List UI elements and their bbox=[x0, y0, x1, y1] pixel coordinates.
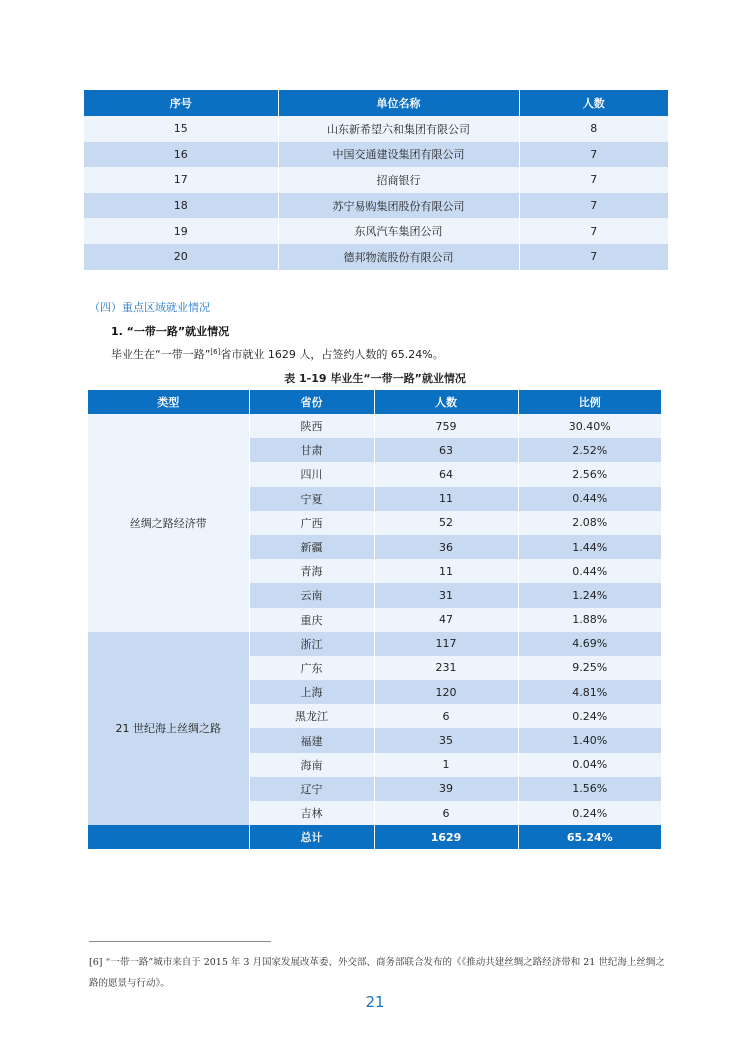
footnote-ref[interactable]: [6] bbox=[210, 348, 221, 356]
cell-company: 苏宁易购集团股份有限公司 bbox=[278, 193, 519, 219]
cell-province: 云南 bbox=[249, 583, 374, 607]
cell-ratio: 4.69% bbox=[518, 632, 661, 656]
cell-count: 120 bbox=[374, 680, 518, 704]
cell-count: 31 bbox=[374, 583, 518, 607]
cell-province: 四川 bbox=[249, 462, 374, 486]
cell-no: 18 bbox=[84, 193, 278, 219]
cell-count: 7 bbox=[519, 142, 668, 168]
cell-count: 11 bbox=[374, 559, 518, 583]
header-type: 类型 bbox=[88, 390, 249, 414]
section-heading: （四）重点区域就业情况 bbox=[89, 301, 210, 314]
cell-province: 浙江 bbox=[249, 632, 374, 656]
para-text-before: 毕业生在“一带一路” bbox=[111, 348, 211, 361]
summary-paragraph bbox=[111, 346, 444, 362]
table-caption: 表 1-19 毕业生“一带一路”就业情况 bbox=[284, 372, 466, 385]
cell-no: 16 bbox=[84, 142, 278, 168]
cell-count: 7 bbox=[519, 167, 668, 193]
cell-ratio: 2.56% bbox=[518, 462, 661, 486]
table-header-row bbox=[88, 390, 661, 414]
cell-ratio: 1.40% bbox=[518, 728, 661, 752]
cell-province: 甘肃 bbox=[249, 438, 374, 462]
cell-ratio: 0.24% bbox=[518, 704, 661, 728]
total-count: 1629 bbox=[374, 825, 518, 849]
cell-ratio: 1.88% bbox=[518, 608, 661, 632]
total-label: 总计 bbox=[249, 825, 374, 849]
cell-company: 德邦物流股份有限公司 bbox=[278, 244, 519, 270]
header-count: 人数 bbox=[374, 390, 518, 414]
header-count: 人数 bbox=[519, 90, 668, 116]
table-header-row bbox=[84, 90, 668, 116]
table-row bbox=[84, 167, 668, 193]
cell-count: 35 bbox=[374, 728, 518, 752]
top-company-table bbox=[84, 90, 668, 270]
subsection-heading: 1. “一带一路”就业情况 bbox=[111, 325, 230, 338]
cell-count: 36 bbox=[374, 535, 518, 559]
total-row bbox=[88, 825, 661, 849]
footnote-divider bbox=[89, 941, 271, 942]
header-ratio: 比例 bbox=[518, 390, 661, 414]
cell-ratio: 1.56% bbox=[518, 777, 661, 801]
table-row bbox=[84, 142, 668, 168]
cell-ratio: 2.08% bbox=[518, 511, 661, 535]
cell-province: 广西 bbox=[249, 511, 374, 535]
cell-province: 黑龙江 bbox=[249, 704, 374, 728]
cell-count: 47 bbox=[374, 608, 518, 632]
cell-province: 辽宁 bbox=[249, 777, 374, 801]
table-row bbox=[84, 193, 668, 219]
table-row bbox=[88, 414, 661, 438]
cell-count: 64 bbox=[374, 462, 518, 486]
cell-count: 6 bbox=[374, 801, 518, 825]
cell-company: 山东新希望六和集团有限公司 bbox=[278, 116, 519, 142]
cell-count: 63 bbox=[374, 438, 518, 462]
cell-company: 东风汽车集团公司 bbox=[278, 218, 519, 244]
cell-count: 52 bbox=[374, 511, 518, 535]
cell-no: 20 bbox=[84, 244, 278, 270]
total-ratio: 65.24% bbox=[518, 825, 661, 849]
cell-company: 招商银行 bbox=[278, 167, 519, 193]
cell-count: 759 bbox=[374, 414, 518, 438]
cell-ratio: 1.44% bbox=[518, 535, 661, 559]
cell-count: 39 bbox=[374, 777, 518, 801]
cell-province: 青海 bbox=[249, 559, 374, 583]
cell-count: 1 bbox=[374, 753, 518, 777]
cell-count: 6 bbox=[374, 704, 518, 728]
cell-ratio: 0.04% bbox=[518, 753, 661, 777]
cell-ratio: 30.40% bbox=[518, 414, 661, 438]
cell-count: 7 bbox=[519, 218, 668, 244]
cell-count: 8 bbox=[519, 116, 668, 142]
cell-company: 中国交通建设集团有限公司 bbox=[278, 142, 519, 168]
cell-ratio: 9.25% bbox=[518, 656, 661, 680]
table-row bbox=[88, 632, 661, 656]
footnote-text: [6] “一带一路”城市来自于 2015 年 3 月国家发展改革委、外交部、商务部联合发布的《《推动共建丝绸之路经济带和 21 世纪海上丝绸之路的愿景与行动》。 bbox=[89, 957, 665, 989]
cell-ratio: 2.52% bbox=[518, 438, 661, 462]
cell-province: 上海 bbox=[249, 680, 374, 704]
cell-ratio: 1.24% bbox=[518, 583, 661, 607]
cell-province: 宁夏 bbox=[249, 487, 374, 511]
cell-province: 陕西 bbox=[249, 414, 374, 438]
cell-ratio: 4.81% bbox=[518, 680, 661, 704]
cell-count: 231 bbox=[374, 656, 518, 680]
cell-ratio: 0.44% bbox=[518, 487, 661, 511]
table-row bbox=[84, 116, 668, 142]
cell-province: 吉林 bbox=[249, 801, 374, 825]
cell-count: 11 bbox=[374, 487, 518, 511]
total-empty-cell bbox=[88, 825, 249, 849]
header-no: 序号 bbox=[84, 90, 278, 116]
cell-province: 广东 bbox=[249, 656, 374, 680]
para-text-after: 省市就业 1629 人，占签约人数的 65.24%。 bbox=[220, 348, 444, 361]
cell-province: 福建 bbox=[249, 728, 374, 752]
table-row bbox=[84, 244, 668, 270]
cell-no: 19 bbox=[84, 218, 278, 244]
table-row bbox=[84, 218, 668, 244]
group-type-cell: 丝绸之路经济带 bbox=[88, 414, 249, 632]
cell-count: 117 bbox=[374, 632, 518, 656]
cell-no: 15 bbox=[84, 116, 278, 142]
cell-ratio: 0.44% bbox=[518, 559, 661, 583]
cell-province: 新疆 bbox=[249, 535, 374, 559]
header-province: 省份 bbox=[249, 390, 374, 414]
cell-no: 17 bbox=[84, 167, 278, 193]
cell-province: 海南 bbox=[249, 753, 374, 777]
cell-count: 7 bbox=[519, 193, 668, 219]
page-number: 21 bbox=[365, 993, 385, 1011]
cell-province: 重庆 bbox=[249, 608, 374, 632]
header-company: 单位名称 bbox=[278, 90, 519, 116]
cell-ratio: 0.24% bbox=[518, 801, 661, 825]
belt-road-table bbox=[88, 390, 661, 849]
cell-count: 7 bbox=[519, 244, 668, 270]
group-type-cell: 21 世纪海上丝绸之路 bbox=[88, 632, 249, 826]
